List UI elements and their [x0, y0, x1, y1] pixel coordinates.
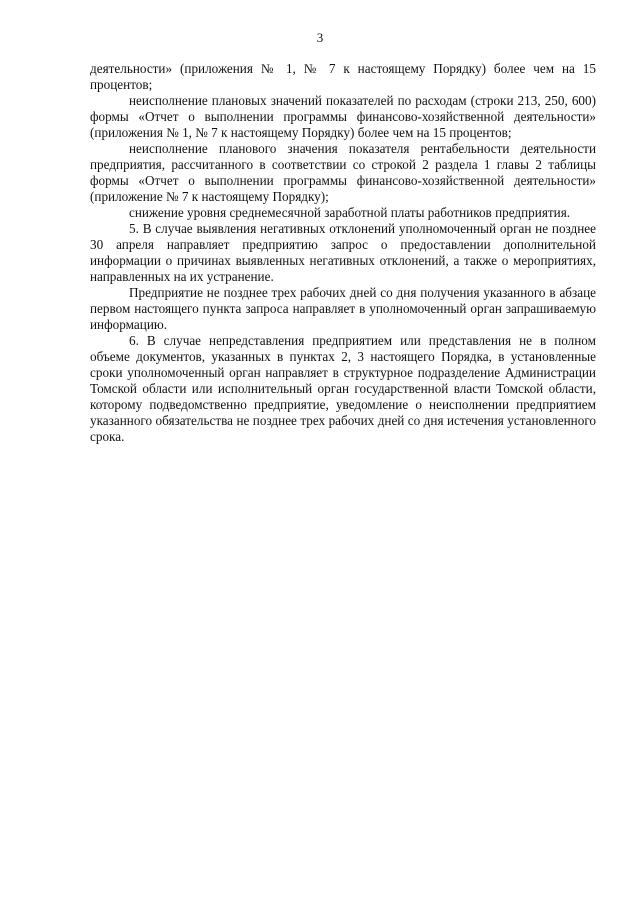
paragraph-response-deadline: Предприятие не позднее трех рабочих дней со дня получения указанного в абзаце первом настоящего пункта запроса направляет в уполномоченный орган запрашиваемую информацию. — [90, 285, 596, 332]
page-number: 3 — [316, 30, 324, 45]
paragraph-expense-indicators: неисполнение плановых значений показателей по расходам (строки 213, 250, 600) формы «Отчет о выполнении программы финансово-хозяйственной деятельности» (приложения № 1, № 7 к настоящему Порядку) более чем на 15 процентов; — [90, 93, 596, 140]
document-body — [90, 61, 596, 445]
paragraph-item-5: 5. В случае выявления негативных отклонений уполномоченный орган не позднее 30 апреля направляет предприятию запрос о предоставлении дополнительной информации о причинах выявленных негативных отклонений, а также о мероприятиях, направленных на их устранение. — [90, 221, 596, 284]
paragraph-item-6: 6. В случае непредставления предприятием или представления не в полном объеме документов, указанных в пунктах 2, 3 настоящего Порядка, в установленные сроки уполномоченный орган направляет в структурное подразделение Администрации Томской области или исполнительный орган государственной власти Томской области, которому подведомственно предприятие, уведомление о неисполнении предприятием указанного обязательства не позднее трех рабочих дней со дня истечения установленного срока. — [90, 333, 596, 444]
paragraph-salary-decrease: снижение уровня среднемесячной заработной платы работников предприятия. — [129, 205, 571, 220]
paragraph-profitability: неисполнение планового значения показателя рентабельности деятельности предприятия, рассчитанного в соответствии со строкой 2 раздела 1 главы 2 таблицы формы «Отчет о выполнении программы финансово-хозяйственной деятельности» (приложение № 7 к настоящему Порядку); — [90, 141, 596, 204]
paragraph-continuation: деятельности» (приложения № 1, № 7 к настоящему Порядку) более чем на 15 процентов; — [90, 61, 596, 92]
